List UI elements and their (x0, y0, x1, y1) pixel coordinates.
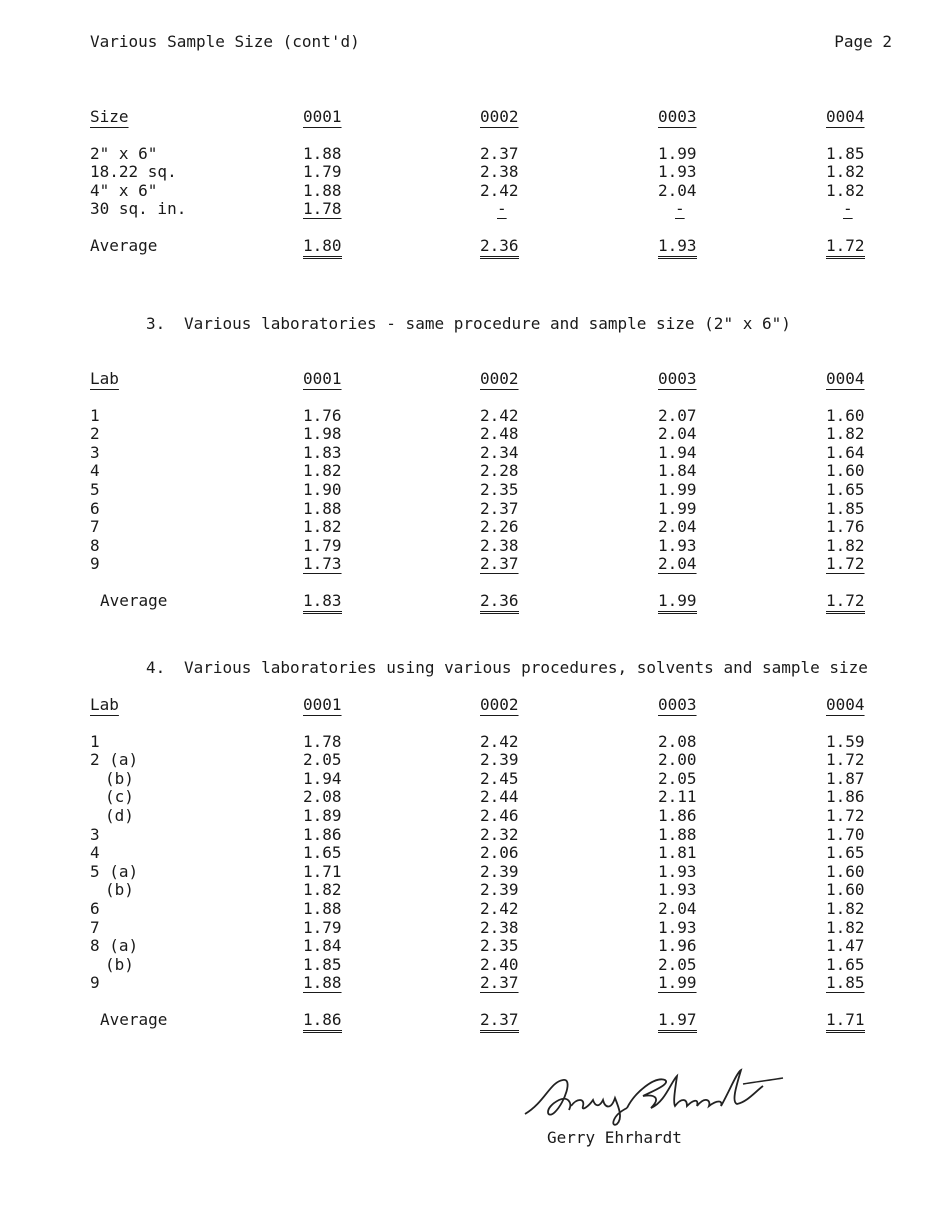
value-cell: 1.93 (658, 880, 697, 900)
document-title: Various Sample Size (cont'd) (90, 32, 360, 51)
row-label: 4 (90, 461, 100, 481)
table-row (0, 844, 950, 863)
value-cell: 2.28 (480, 461, 519, 481)
value-cell: 1.82 (303, 880, 342, 900)
value-cell: - (497, 199, 507, 219)
value-cell: 2.05 (658, 768, 697, 788)
average-row (0, 592, 950, 611)
value-cell: 2.34 (480, 442, 519, 462)
value-cell: 1.88 (303, 498, 342, 518)
column-header-0002: 0002 (480, 369, 519, 388)
row-label: 6 (90, 498, 100, 518)
column-header-size: Size (90, 107, 129, 126)
column-header-0001: 0001 (303, 695, 342, 714)
value-cell: 1.70 (826, 824, 865, 844)
value-cell: 1.76 (826, 517, 865, 537)
value-cell: 1.85 (826, 498, 865, 518)
value-cell: 2.38 (480, 917, 519, 937)
value-cell: 1.85 (303, 954, 342, 974)
value-cell: 1.88 (303, 143, 342, 163)
value-cell: 1.94 (658, 442, 697, 462)
table-row (0, 500, 950, 519)
column-header-0002: 0002 (480, 107, 519, 126)
value-cell: 1.79 (303, 162, 342, 182)
table-row (0, 751, 950, 770)
row-label: 3 (90, 442, 100, 462)
value-cell: 1.60 (826, 880, 865, 900)
value-cell: 1.78 (303, 731, 342, 751)
row-label: 8 (90, 535, 100, 555)
table-row (0, 555, 950, 574)
value-cell: 1.99 (658, 498, 697, 518)
value-cell: 2.05 (658, 954, 697, 974)
value-cell: 2.40 (480, 954, 519, 974)
table-sample-size (0, 108, 950, 256)
column-header-0001: 0001 (303, 369, 342, 388)
value-cell: 2.04 (658, 424, 697, 444)
average-value: 1.86 (303, 1011, 342, 1033)
table-row (0, 481, 950, 500)
value-cell: 2.48 (480, 424, 519, 444)
table-row (0, 919, 950, 938)
table-row (0, 770, 950, 789)
table-various-procedures (0, 696, 950, 1030)
row-label: (b) (105, 954, 134, 974)
signature-drawing (515, 1062, 795, 1132)
value-cell: 2.45 (480, 768, 519, 788)
column-header-lab: Lab (90, 695, 119, 714)
column-header-0004: 0004 (826, 695, 865, 714)
table-row (0, 200, 950, 219)
value-cell: 1.64 (826, 442, 865, 462)
average-label: Average (90, 235, 158, 255)
section-number: 3. (146, 314, 166, 333)
value-cell: 2.42 (480, 731, 519, 751)
value-cell: 2.35 (480, 479, 519, 499)
value-cell: 1.71 (303, 861, 342, 881)
value-cell: 2.37 (480, 143, 519, 163)
value-cell: 1.94 (303, 768, 342, 788)
average-value: 2.37 (480, 1011, 519, 1033)
value-cell: - (675, 199, 685, 219)
value-cell: 1.78 (303, 199, 342, 219)
page-number: Page 2 (834, 32, 892, 51)
average-value: 1.72 (826, 592, 865, 614)
average-value: 1.72 (826, 237, 865, 259)
value-cell: 1.82 (826, 898, 865, 918)
value-cell: 2.42 (480, 898, 519, 918)
table-row (0, 788, 950, 807)
value-cell: 1.88 (658, 824, 697, 844)
value-cell: 1.83 (303, 442, 342, 462)
table-row (0, 444, 950, 463)
value-cell: 1.76 (303, 405, 342, 425)
value-cell: 1.65 (826, 843, 865, 863)
value-cell: 2.08 (303, 787, 342, 807)
value-cell: 2.05 (303, 750, 342, 770)
value-cell: 1.60 (826, 461, 865, 481)
row-label: 2" x 6" (90, 143, 158, 163)
row-label: (b) (105, 880, 134, 900)
row-label: 30 sq. in. (90, 199, 187, 219)
value-cell: 1.99 (658, 479, 697, 499)
value-cell: 1.88 (303, 898, 342, 918)
table-row (0, 425, 950, 444)
column-header-0004: 0004 (826, 107, 865, 126)
value-cell: 2.04 (658, 898, 697, 918)
column-header-lab: Lab (90, 369, 119, 388)
table-row (0, 937, 950, 956)
average-value: 1.83 (303, 592, 342, 614)
average-value: 1.93 (658, 237, 697, 259)
value-cell: 1.82 (826, 535, 865, 555)
value-cell: 1.79 (303, 535, 342, 555)
value-cell: 1.87 (826, 768, 865, 788)
table-row (0, 807, 950, 826)
value-cell: 1.47 (826, 936, 865, 956)
section-3-heading (146, 314, 791, 333)
value-cell: 2.37 (480, 498, 519, 518)
row-label: 6 (90, 898, 100, 918)
value-cell: 2.04 (658, 180, 697, 200)
value-cell: 2.39 (480, 861, 519, 881)
row-label: 9 (90, 554, 100, 574)
signatory-name: Gerry Ehrhardt (547, 1128, 682, 1147)
average-value: 1.99 (658, 592, 697, 614)
value-cell: 1.89 (303, 805, 342, 825)
value-cell: 1.86 (303, 824, 342, 844)
table-row (0, 863, 950, 882)
average-value: 1.97 (658, 1011, 697, 1033)
table-row (0, 182, 950, 201)
value-cell: 2.42 (480, 405, 519, 425)
value-cell: 1.88 (303, 180, 342, 200)
table-row (0, 537, 950, 556)
row-label: 8 (a) (90, 936, 139, 956)
row-label: (b) (105, 768, 134, 788)
value-cell: 2.08 (658, 731, 697, 751)
value-cell: 1.93 (658, 861, 697, 881)
table-header-row (0, 696, 950, 715)
value-cell: 1.82 (303, 517, 342, 537)
average-label: Average (100, 590, 168, 610)
value-cell: 1.72 (826, 805, 865, 825)
value-cell: 2.32 (480, 824, 519, 844)
value-cell: 2.44 (480, 787, 519, 807)
table-row (0, 733, 950, 752)
table-row (0, 145, 950, 164)
value-cell: 1.93 (658, 162, 697, 182)
value-cell: 2.37 (480, 554, 519, 574)
row-label: 9 (90, 973, 100, 993)
value-cell: 1.84 (303, 936, 342, 956)
value-cell: 2.00 (658, 750, 697, 770)
value-cell: 1.85 (826, 973, 865, 993)
table-row (0, 826, 950, 845)
value-cell: 1.93 (658, 535, 697, 555)
section-title: Various laboratories using various procedures, solvents and sample size (184, 658, 868, 677)
value-cell: 2.06 (480, 843, 519, 863)
table-row (0, 900, 950, 919)
value-cell: 2.26 (480, 517, 519, 537)
value-cell: 1.81 (658, 843, 697, 863)
table-row (0, 163, 950, 182)
table-row (0, 974, 950, 993)
value-cell: 1.65 (303, 843, 342, 863)
section-4-heading (146, 658, 868, 677)
value-cell: 2.42 (480, 180, 519, 200)
section-title: Various laboratories - same procedure and sample size (2" x 6") (184, 314, 791, 333)
value-cell: 1.85 (826, 143, 865, 163)
column-header-0001: 0001 (303, 107, 342, 126)
value-cell: 1.73 (303, 554, 342, 574)
value-cell: 1.88 (303, 973, 342, 993)
value-cell: 2.39 (480, 880, 519, 900)
value-cell: 1.65 (826, 479, 865, 499)
table-header-row (0, 370, 950, 389)
row-label: 5 (90, 479, 100, 499)
value-cell: 1.72 (826, 554, 865, 574)
value-cell: 1.90 (303, 479, 342, 499)
table-row (0, 518, 950, 537)
value-cell: 1.93 (658, 917, 697, 937)
row-label: 18.22 sq. (90, 162, 177, 182)
value-cell: 2.39 (480, 750, 519, 770)
value-cell: 1.98 (303, 424, 342, 444)
handwritten-signature (515, 1062, 795, 1162)
table-various-labs (0, 370, 950, 611)
value-cell: 1.86 (658, 805, 697, 825)
value-cell: 2.04 (658, 554, 697, 574)
row-label: 5 (a) (90, 861, 139, 881)
average-row (0, 237, 950, 256)
value-cell: 2.38 (480, 162, 519, 182)
value-cell: 2.04 (658, 517, 697, 537)
value-cell: 1.72 (826, 750, 865, 770)
row-label: 1 (90, 405, 100, 425)
average-row (0, 1011, 950, 1030)
value-cell: 1.60 (826, 861, 865, 881)
value-cell: 1.59 (826, 731, 865, 751)
average-label: Average (100, 1009, 168, 1029)
value-cell: - (843, 199, 853, 219)
value-cell: 2.46 (480, 805, 519, 825)
row-label: 2 (90, 424, 100, 444)
value-cell: 1.82 (303, 461, 342, 481)
column-header-0002: 0002 (480, 695, 519, 714)
row-label: 7 (90, 517, 100, 537)
table-row (0, 956, 950, 975)
row-label: 4 (90, 843, 100, 863)
value-cell: 1.79 (303, 917, 342, 937)
table-row (0, 881, 950, 900)
value-cell: 2.11 (658, 787, 697, 807)
row-label: 7 (90, 917, 100, 937)
value-cell: 1.99 (658, 973, 697, 993)
row-label: 3 (90, 824, 100, 844)
column-header-0004: 0004 (826, 369, 865, 388)
row-label: 1 (90, 731, 100, 751)
average-value: 1.80 (303, 237, 342, 259)
value-cell: 1.86 (826, 787, 865, 807)
table-header-row (0, 108, 950, 127)
value-cell: 1.96 (658, 936, 697, 956)
row-label: (c) (105, 787, 134, 807)
row-label: 4" x 6" (90, 180, 158, 200)
row-label: (d) (105, 805, 134, 825)
value-cell: 2.07 (658, 405, 697, 425)
value-cell: 1.82 (826, 424, 865, 444)
value-cell: 2.37 (480, 973, 519, 993)
value-cell: 1.82 (826, 917, 865, 937)
value-cell: 1.82 (826, 162, 865, 182)
table-row (0, 407, 950, 426)
value-cell: 1.60 (826, 405, 865, 425)
average-value: 2.36 (480, 237, 519, 259)
value-cell: 1.84 (658, 461, 697, 481)
value-cell: 2.35 (480, 936, 519, 956)
column-header-0003: 0003 (658, 369, 697, 388)
section-number: 4. (146, 658, 166, 677)
column-header-0003: 0003 (658, 695, 697, 714)
value-cell: 1.65 (826, 954, 865, 974)
column-header-0003: 0003 (658, 107, 697, 126)
value-cell: 2.38 (480, 535, 519, 555)
average-value: 2.36 (480, 592, 519, 614)
row-label: 2 (a) (90, 750, 139, 770)
value-cell: 1.82 (826, 180, 865, 200)
table-row (0, 462, 950, 481)
average-value: 1.71 (826, 1011, 865, 1033)
value-cell: 1.99 (658, 143, 697, 163)
